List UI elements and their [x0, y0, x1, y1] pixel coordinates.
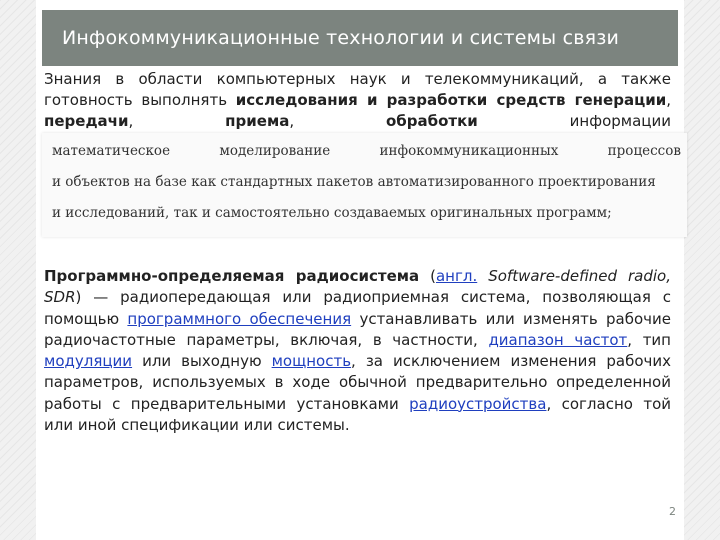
- link-frequency-range[interactable]: диапазон частот: [488, 330, 628, 349]
- definition-text: , за исключением изменения рабочих параметров, используемых в ходе обычной предварительно определенной работы с предварительными установками: [44, 352, 672, 413]
- intro-paragraph: [44, 69, 671, 137]
- intro-text-3: ,: [128, 112, 226, 130]
- intro-text-1: Знания в области компьютерных наук и телекоммуникаций, а также готовность выполнять: [44, 70, 671, 109]
- definition-paragraph: [44, 266, 671, 436]
- definition-text: устанавливать или изменять рабочие радиочастотные параметры, включая, в частности,: [44, 309, 672, 349]
- intro-bold-transmission: передачи: [44, 112, 129, 130]
- definition-text: ) — радиопередающая или радиоприемная система, позволяющая с помощью: [44, 288, 671, 328]
- definition-text: , согласно той или иной спецификации или системы.: [44, 394, 671, 435]
- definition-text: или выходную: [132, 352, 272, 371]
- scan-word: процессов: [607, 143, 681, 159]
- slide: [36, 0, 684, 540]
- intro-text-4: ,: [289, 112, 386, 130]
- right-decor-stripe: [684, 0, 720, 540]
- definition-text: (: [419, 267, 436, 285]
- intro-bold-processing: обработки: [385, 112, 478, 130]
- definition-term: Программно-определяемая радиосистема: [44, 267, 420, 285]
- link-radio-device[interactable]: радиоустройства: [409, 394, 547, 413]
- intro-text-2: ,: [666, 91, 671, 109]
- scan-line-2: [52, 174, 687, 205]
- link-english[interactable]: англ.: [435, 267, 478, 285]
- scanned-text-image: [42, 133, 687, 237]
- scan-word: математическое: [52, 143, 171, 159]
- link-modulation[interactable]: модуляции: [44, 352, 133, 371]
- scan-text: и исследований, так и самостоятельно создаваемых оригинальных программ;: [52, 205, 612, 221]
- scan-text: и объектов на базе как стандартных пакетов автоматизированного проектирования: [52, 174, 656, 190]
- link-software[interactable]: программного обеспечения: [127, 309, 352, 328]
- scan-word: моделирование: [219, 143, 331, 159]
- scan-line-1: [52, 143, 687, 174]
- definition-text: , тип: [627, 330, 671, 349]
- slide-title: Инфокоммуникационные технологии и системы связи: [62, 27, 620, 49]
- english-term: Software-defined radio, SDR: [44, 267, 672, 307]
- scan-word: инфокоммуникационных: [379, 143, 559, 159]
- link-power[interactable]: мощность: [271, 352, 352, 371]
- title-bar: [42, 10, 678, 66]
- page-number: 2: [669, 505, 676, 518]
- left-decor-stripe: [0, 0, 36, 540]
- intro-text-5: информации: [477, 112, 671, 130]
- intro-bold-reception: приема: [225, 112, 290, 130]
- intro-bold-research: исследования и разработки средств генерации: [235, 91, 667, 109]
- scan-line-3: [52, 205, 687, 236]
